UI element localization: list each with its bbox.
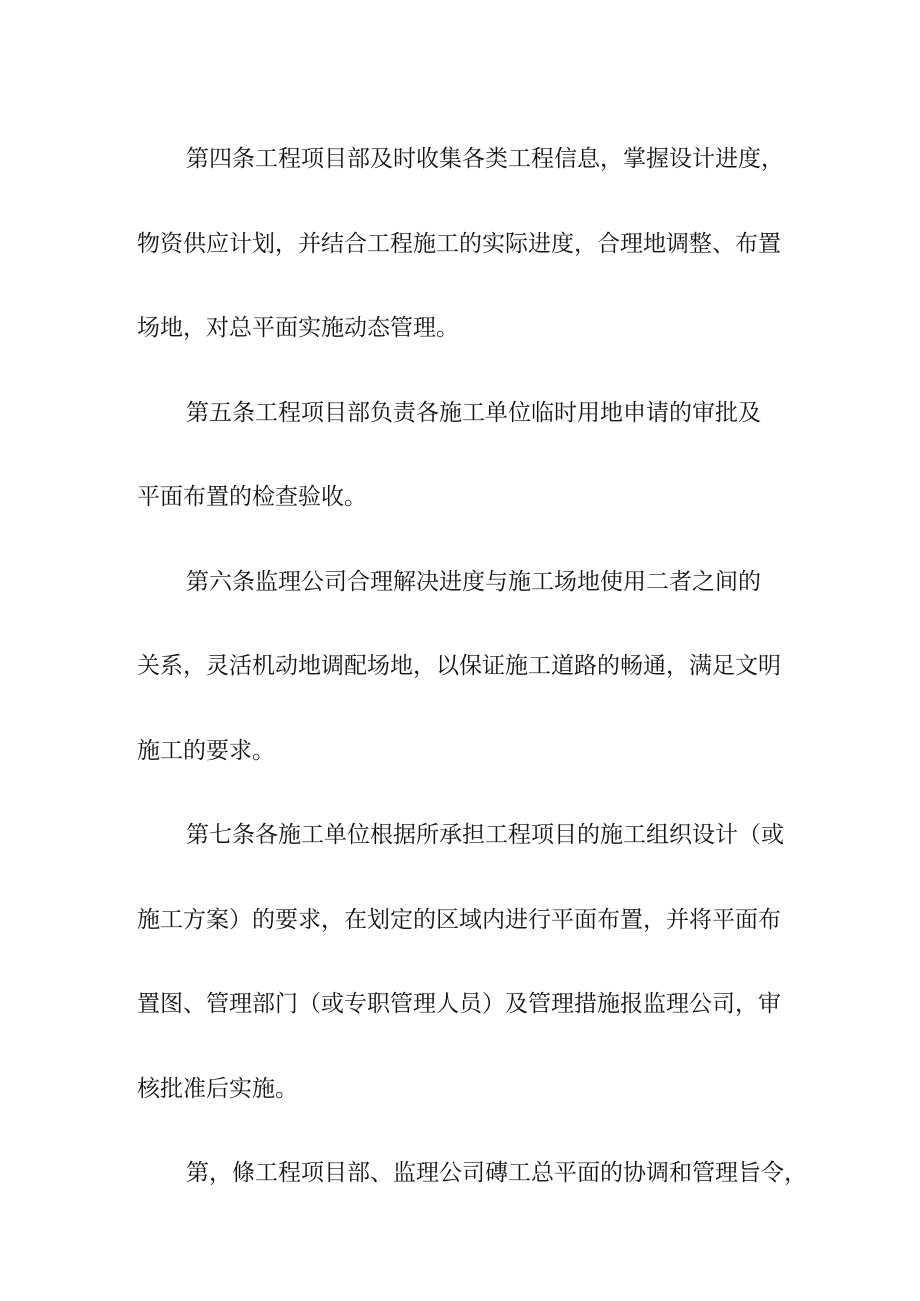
article-6-line-2: 关系，灵活机动地调配场地，以保证施工道路的畅通，满足文明 [137, 653, 781, 679]
article-7-line-3: 置图、管理部门（或专职管理人员）及管理措施报监理公司，审 [137, 991, 781, 1017]
article-7-line-4: 核批准后实施。 [137, 1076, 298, 1102]
article-6-line-3: 施工的要求。 [137, 738, 275, 764]
article-8-line-1: 第，條工程项目部、监理公司磚工总平面的协调和管理旨令， [186, 1160, 807, 1186]
article-5-line-2: 平面布置的检查验收。 [137, 484, 367, 510]
article-4-line-2: 物资供应计划，并结合工程施工的实际进度，合理地调整、布置 [137, 231, 781, 257]
article-4-line-3: 场地，对总平面实施动态管理。 [137, 315, 459, 341]
article-6-line-1: 第六条监理公司合理解决进度与施工场地使用二者之间的 [186, 569, 761, 595]
article-5-line-1: 第五条工程项目部负责各施工单位临时用地申请的审批及 [186, 400, 761, 426]
article-4-line-1: 第四条工程项目部及时收集各类工程信息，掌握设计进度， [186, 146, 784, 172]
article-7-line-1: 第七条各施工单位根据所承担工程项目的施工组织设计（或 [186, 822, 784, 848]
article-7-line-2: 施工方案）的要求，在划定的区域内进行平面布置，并将平面布 [137, 907, 781, 933]
